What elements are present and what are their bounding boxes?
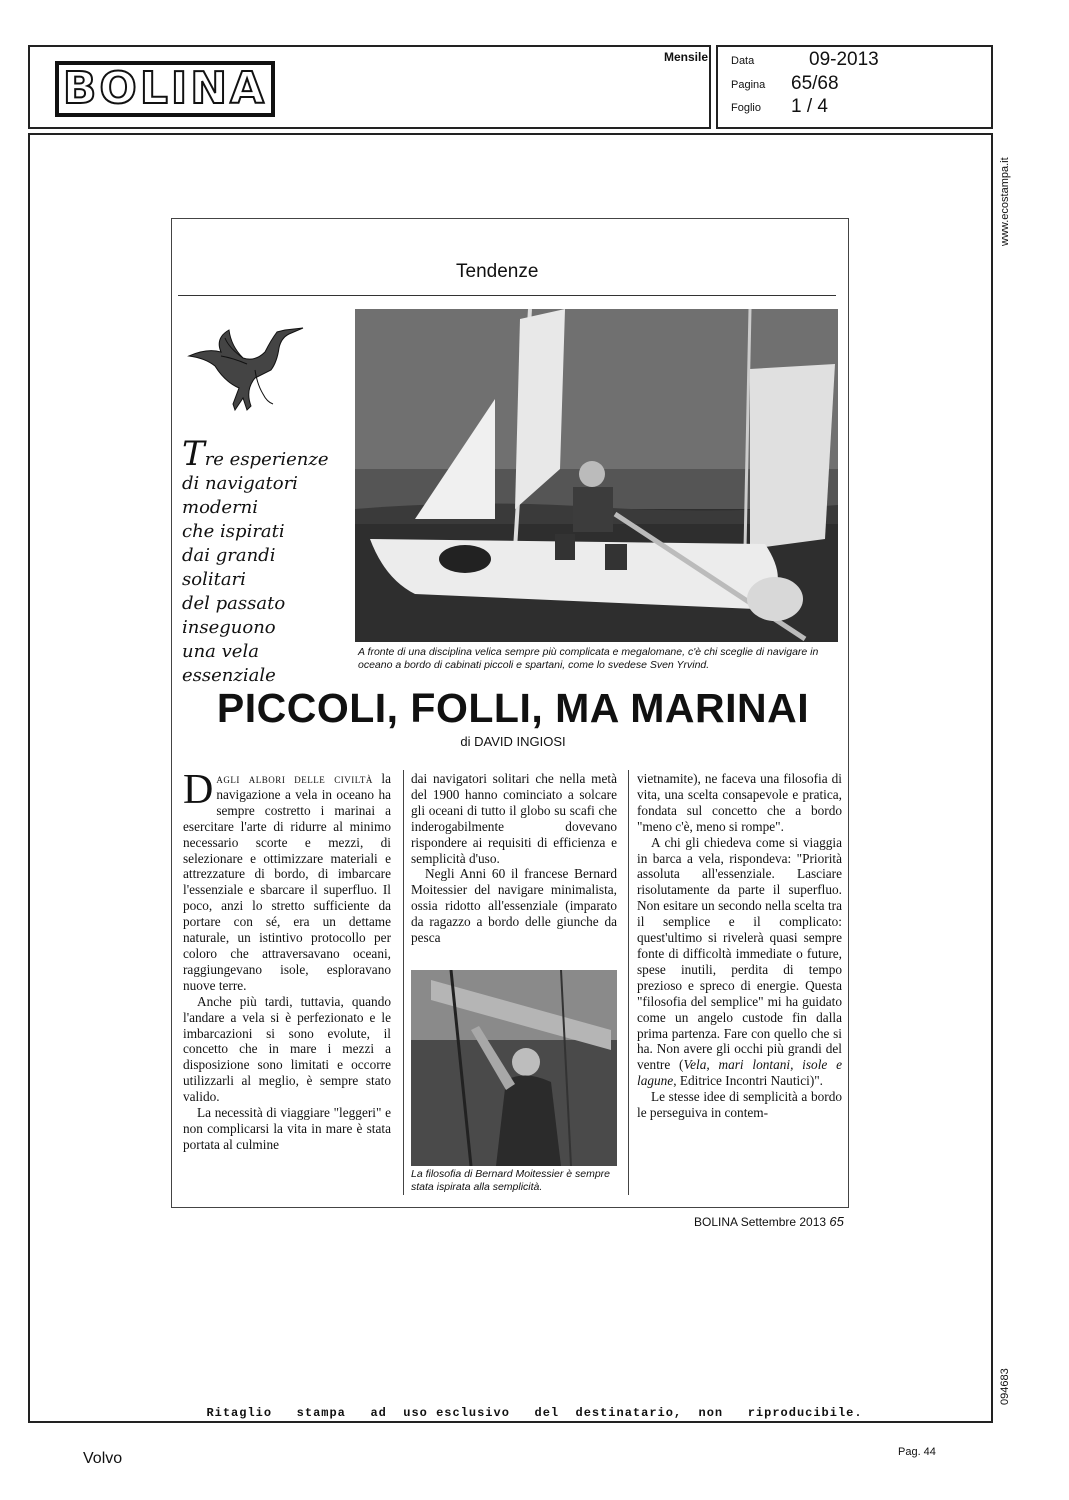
teaser-line-6: del passato [182,593,286,614]
sailboat-photo [355,309,838,642]
teaser-line-7: inseguono [182,617,276,638]
page-number: Pag. 44 [898,1446,936,1458]
col1-paragraph-2: Anche più tardi, tuttavia, quando l'andare a vela si è perfezionato e le imbarcazioni si sono evolute, il concetto che in mare i mezzi a disposizione sono limitati e occorre utilizzarli al meglio, è sempre stato valido. [183,993,391,1105]
date-label: Data [731,55,755,67]
date-value: 09-2013 [809,49,879,70]
website-label: www.ecostampa.it [999,157,1011,246]
cormorant-illustration [185,318,315,418]
teaser-line-5: dai grandi solitari [182,545,276,590]
section-rule [178,295,836,296]
column-rule-2 [628,770,629,1195]
article-byline: di DAVID INGIOSI [460,734,566,749]
main-photo-caption: A fronte di una disciplina velica sempre più complicata e megalomane, c'è chi sceglie di navigare in oceano a bordo di cabinati piccoli e spartani, come lo svedese Sven Yrvind. [358,646,819,671]
moitessier-photo-caption: La filosofia di Bernard Moitessier è sempre stata ispirata alla semplicità. [411,1168,611,1193]
col3-paren-open: ( [670,1057,684,1073]
col3-paragraph-1: vietnamite), ne faceva una filosofia di vita, una scelta consapevole e pratica, fondata sul concetto che a bordo "meno c'è, meno si rompe". [637,771,842,834]
teaser-line-3: moderni [182,497,259,518]
teaser-initial: T [182,434,205,474]
col3-quote: A chi gli chiedeva come si viaggia in barca a vela, rispondeva: "Priorità assoluta all'essenziale. Lasciare risolutamente da parte il superfluo. Non esitare un secondo nella scelta tra il semplice e il complicato: quest'ultimo si rivelerà quasi sempre fonte di difficoltà immediate o future, spese inutili, perdita di tempo prezioso e spreco di energie. Questa "filosofia del semplice" mi ha guidato come un angelo custode fin dalla prima partenza. Fare con quello che si ha. Non avere gli occhi più grandi del ventre [637,834,842,1073]
page-footer-text: BOLINA Settembre 2013 [694,1215,827,1229]
teaser-line-4: che ispirati [182,521,285,542]
col1-paragraph-1: la navigazione a vela in oceano ha sempre costretto i marinai a esercitare l'arte di ridurre al minimo necessario scorte e mezzi, di selezionare e ottimizzare materiali e attrezzature di bordo, di imbarcare l'essenziale e sbarcare il superfluo. Il poco, anzi lo stretto sufficiente da portare con sé, era un dettame naturale, un istintivo protocollo per coloro che attraversavano oceani, raggiungevano isole, esploravano nuove terre. [183,771,392,993]
teaser-line-8: una vela essenziale [182,641,276,686]
page-footer [694,1214,844,1229]
article-column-1 [183,767,392,1153]
client-name: Volvo [83,1450,123,1467]
col3-paragraph-2 [637,835,842,1090]
page-label: Pagina [731,79,766,91]
article-column-2 [411,771,617,946]
teaser-line-2: di navigatori [182,473,298,494]
page-footer-number: 65 [829,1214,844,1229]
book-title: Vela, mari lontani, isole e lagune [637,1057,842,1089]
sheet-label: Foglio [731,102,761,114]
frequency-label: Mensile [664,50,709,64]
teaser-text [182,434,342,688]
col3-paren-tail: , Editrice Incontri Nautici)". [673,1073,823,1089]
lead-caps: agli albori delle civiltà [216,771,373,786]
drop-cap: D [183,767,214,813]
col1-paragraph-3: La necessità di viaggiare "leggeri" e non complicarsi la vita in mare è stata portata al culmine [183,1105,391,1152]
article-column-3 [637,771,842,1121]
column-rule-1 [403,770,404,1195]
col3-paragraph-3: Le stesse idee di semplicità a bordo le perseguiva in contem- [637,1089,842,1121]
article-headline: PICCOLI, FOLLI, MA MARINAI [216,685,810,731]
clipping-code: 094683 [999,1368,1011,1405]
moitessier-photo [411,970,617,1166]
reproduction-notice: Ritaglio stampa ad uso esclusivo del destinatario, non riproducibile. [206,1406,863,1420]
sheet-value: 1 / 4 [791,96,828,117]
col2-paragraph-1: dai navigatori solitari che nella metà del 1900 hanno cominciato a solcare gli oceani di tutto il globo su scafi che inderogabilmente dovevano rispondere ai requisiti di efficienza e semplicità d'uso. [411,771,617,866]
page-value: 65/68 [791,73,839,94]
col2-paragraph-2: Negli Anni 60 il francese Bernard Moitessier del navigare minimalista, ossia ridotto all'essenziale (imparato da ragazzo a bordo delle giunche da pesca [411,866,617,946]
section-title: Tendenze [456,261,539,282]
bolina-logo: BOLINA [55,61,275,117]
teaser-line-1: re esperienze [204,449,329,470]
